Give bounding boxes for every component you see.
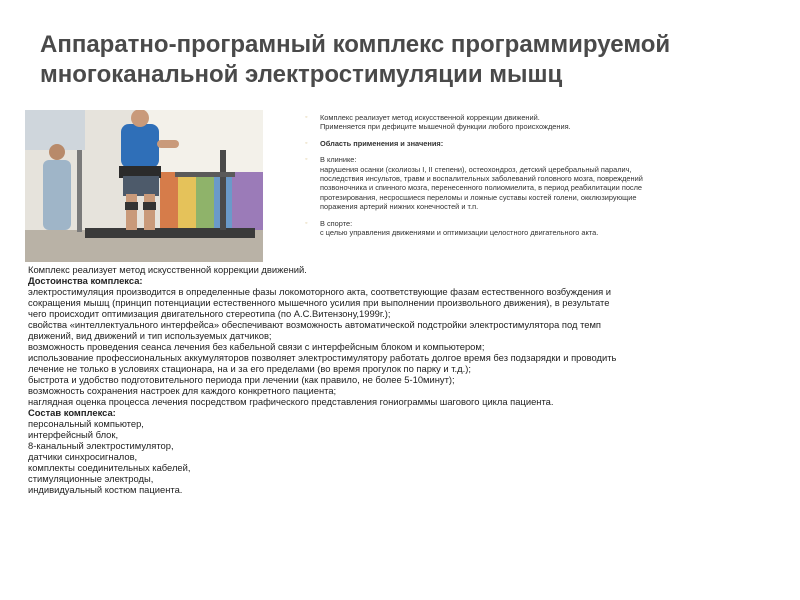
bullet-line: В спорте: xyxy=(320,218,353,228)
body-line: 8-канальный электростимулятор, xyxy=(28,440,174,451)
bullet-marker-icon: ◦ xyxy=(305,219,308,227)
bullet-marker-icon: ◦ xyxy=(305,139,308,147)
bullet-line: нарушения осанки (сколиозы I, II степени), остеохондроз, детский церебральный паралич, xyxy=(320,164,632,174)
body-line: возможность сохранения настроек для каждого конкретного пациента; xyxy=(28,385,337,396)
bullet-line: Область применения и значения: xyxy=(320,138,444,148)
body-line: использование профессиональных аккумуляторов позволяет электростимулятору работать долгое время без подзарядки и проводить xyxy=(28,352,617,363)
section-heading-advantages: Достоинства комплекса: xyxy=(28,275,143,286)
slide-title xyxy=(40,30,780,90)
body-line: движений, вид движений и тип используемых датчиков; xyxy=(28,330,272,341)
bullet-heading-right: клинике: xyxy=(327,155,357,165)
body-line: чего происходит оптимизация двигательного стереотипа (по А.С.Витензону,1999г.); xyxy=(28,308,391,319)
bullet-line: Применяется при дефиците мышечной функции любого происхождения. xyxy=(320,122,571,132)
key-points-list xyxy=(305,113,757,244)
body-line: возможность проведения сеанса лечения без кабельной связи с интерфейсным блоком и компьютером; xyxy=(28,341,485,352)
bullet-item xyxy=(305,113,757,132)
bullet-line: протезирования, несросшиеся переломы и ложные суставы костей голени, окклюзирующие xyxy=(320,192,637,202)
description-text xyxy=(28,264,768,495)
body-line: стимуляционные электроды, xyxy=(28,473,154,484)
body-line: свойства «интеллектуального интерфейса» обеспечивают возможность автоматической подстройки электростимулятора под темп xyxy=(28,319,601,330)
bullet-item xyxy=(305,155,757,211)
body-line: комплекты соединительных кабелей, xyxy=(28,462,191,473)
body-line: персональный компьютер, xyxy=(28,418,144,429)
bullet-item xyxy=(305,219,757,238)
body-line: датчики синхросигналов, xyxy=(28,451,138,462)
section-heading-composition: Состав комплекса: xyxy=(28,407,116,418)
body-line: лечение не только в условиях стационара, на и за его пределами (во время прогулок по парку и т.д.); xyxy=(28,363,471,374)
body-line: наглядная оценка процесса лечения посредством графического представления гониограммы шагового цикла пациента. xyxy=(28,396,554,407)
bullet-line: поражения артерий нижних конечностей и т.п. xyxy=(320,202,479,212)
body-line: электростимуляция производится в определенные фазы локомоторного акта, соответствующие фазам естественного возбуждения и xyxy=(28,286,612,297)
body-line: быстрота и удобство подготовительного периода при лечении (как правило, не более 5-10минут); xyxy=(28,374,455,385)
treadmill-photo-illustration xyxy=(25,110,263,262)
bullet-heading-left: В xyxy=(320,155,325,165)
treadmill-photo xyxy=(25,110,263,262)
bullet-line: последствия инсультов, травм и воспалительных заболеваний головного мозга, повреждений xyxy=(320,174,643,184)
body-line: индивидуальный костюм пациента. xyxy=(28,484,183,495)
title-line-1: Аппаратно-програмный комплекс программируемой xyxy=(40,31,671,58)
title-line-2: многоканальной электростимуляции мышц xyxy=(40,61,563,88)
bullet-item xyxy=(305,139,757,148)
bullet-marker-icon: ◦ xyxy=(305,114,308,121)
bullet-heading-line xyxy=(320,155,757,164)
bullet-marker-icon: ◦ xyxy=(305,156,308,164)
body-line: Комплекс реализует метод искусственной коррекции движений. xyxy=(28,264,307,275)
bullet-line: с целью управления движениями и оптимизации целостного двигательного акта. xyxy=(320,228,599,238)
body-line: интерфейсный блок, xyxy=(28,429,119,440)
bullet-line: позвоночника и спинного мозга, перенесенного полиомиелита, в период реабилитации после xyxy=(320,183,643,193)
bullet-line: Комплекс реализует метод искусственной коррекции движений. xyxy=(320,113,540,122)
body-line: сокращения мышц (принцип потенциации естественного мышечного усилия при выполнении произвольного движения), в результате xyxy=(28,297,610,308)
